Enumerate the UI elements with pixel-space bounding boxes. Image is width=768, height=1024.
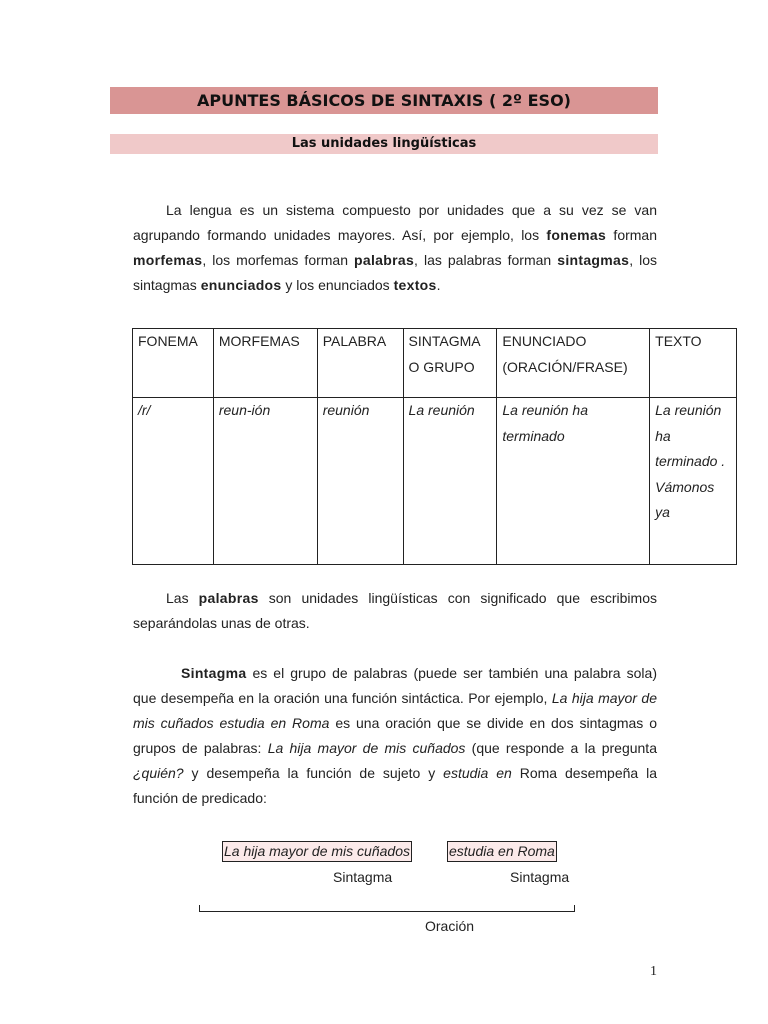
subject-phrase-label: Sintagma [333, 869, 393, 885]
cell-sintagma: La reunión [403, 398, 497, 565]
header-cell-morfemas: MORFEMAS [213, 329, 317, 398]
header-cell-sintagma: SINTAGMA O GRUPO [403, 329, 497, 398]
table-header-row [133, 329, 737, 398]
page-number: 1 [650, 964, 657, 979]
predicate-phrase-label: Sintagma [510, 869, 570, 885]
palabras-paragraph: Las palabras son unidades lingüísticas con significado que escribimos separándolas unas de otras. [133, 590, 657, 631]
section-title: Las unidades lingüísticas [110, 134, 658, 154]
cell-fonema: /r/ [133, 398, 214, 565]
document-title: APUNTES BÁSICOS DE SINTAXIS ( 2º ESO) [110, 87, 658, 114]
units-table [132, 328, 737, 565]
cell-morfemas: reun-ión [213, 398, 317, 565]
cell-texto: La reunión ha terminado . Vámonos ya [650, 398, 737, 565]
header-cell-enunciado: ENUNCIADO (ORACIÓN/FRASE) [497, 329, 650, 398]
sentence-bracket [199, 905, 575, 912]
header-cell-texto: TEXTO [650, 329, 737, 398]
sintagma-paragraph: Sintagma es el grupo de palabras (puede ser también una palabra sola) que desempeña en la oración una función sintáctica. Por ejemplo, La hija mayor de mis cuñados estudia en Roma es una oración que se divide en dos sintagmas o grupos de palabras: La hija mayor de mis cuñados (que responde a la pregunta ¿quién? y desempeña la función de sujeto y estudia en Roma desempeña la función de predicado: [133, 665, 658, 806]
subject-phrase-box: La hija mayor de mis cuñados [222, 841, 412, 862]
header-cell-fonema: FONEMA [133, 329, 214, 398]
intro-paragraph: La lengua es un sistema compuesto por unidades que a su vez se van agrupando formando unidades mayores. Así, por ejemplo, los fonemas forman morfemas, los morfemas forman palabras, las palabras forman sintagmas, los sintagmas enunciados y los enunciados textos. [133, 202, 658, 293]
header-cell-palabra: PALABRA [317, 329, 403, 398]
cell-enunciado: La reunión ha terminado [497, 398, 650, 565]
table-row [133, 398, 737, 565]
sentence-label: Oración [425, 918, 475, 934]
cell-palabra: reunión [317, 398, 403, 565]
predicate-phrase-box: estudia en Roma [447, 841, 557, 862]
